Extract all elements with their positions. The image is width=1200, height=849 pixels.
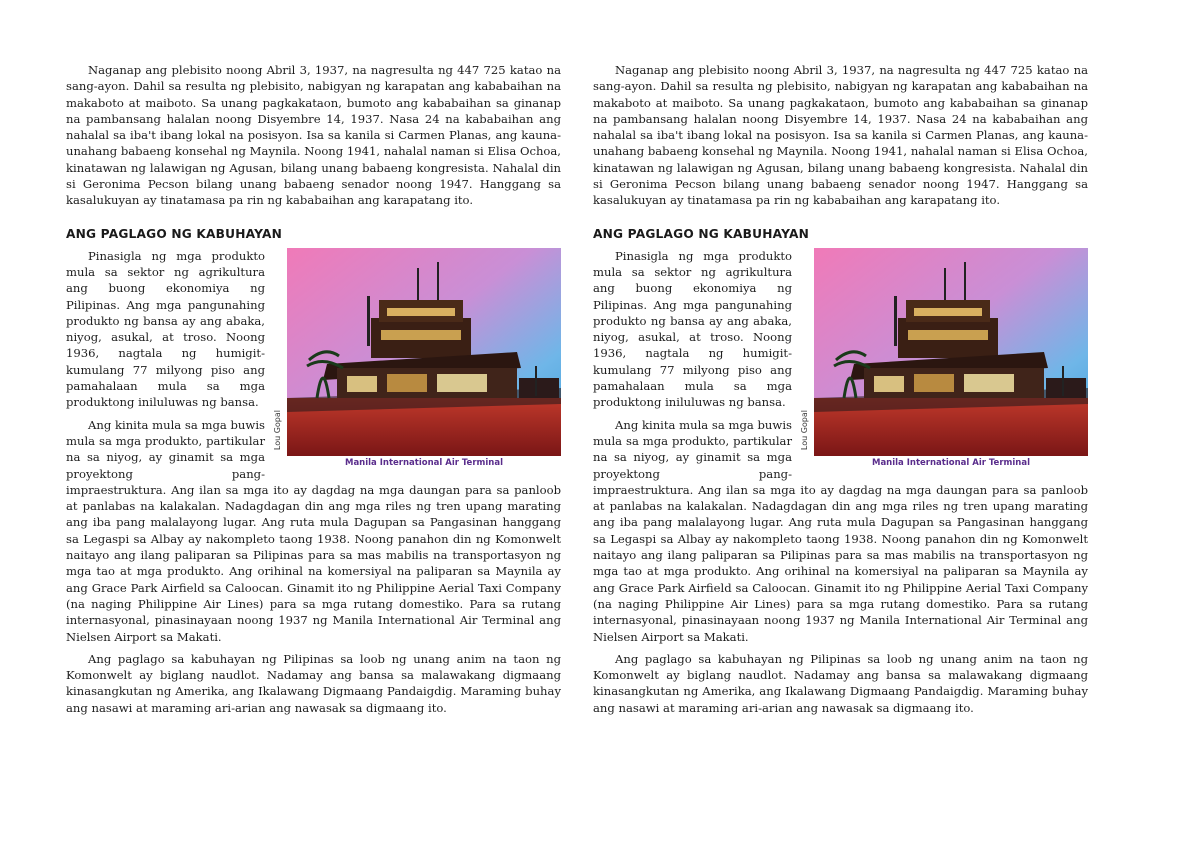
figure-caption: Manila International Air Terminal [344,457,503,468]
photo-credit: Lou Gopal [273,409,282,450]
section-heading: ANG PAGLAGO NG KABUHAYAN [66,226,282,241]
paragraph-3: Ang paglago sa kabuhayan ng Pilipinas sa loob ng unang anim na taon ng Komonwelt ay biglang naudlot. Nadamay ang bansa sa malawakang digmaang kinasangkutan ng Amerika, ang Ikalawang Digmaang Pandaigdig. Maraming buhay ang nasawi at maraming ari-arian ang nawasak sa digmaang ito. [593,651,1088,715]
section-heading: ANG PAGLAGO NG KABUHAYAN [593,226,809,241]
figure-caption: Manila International Air Terminal [871,457,1030,468]
paragraph-1: Pinasigla ng mga produkto mula sa sektor ng agrikultura ang buong ekonomiya ng Pilipinas. Ang mga pangunahing produkto ng bansa ay ang abaka, niyog, asukal, at troso. Noong 1936, nagtala ng humigit-kumulang 77 milyong piso ang pamahalaan mula sa mga produktong iniluluwas ng bansa. [66,248,265,410]
paragraph-2: Ang kinita mula sa mga buwis mula sa mga produkto, partikular na sa niyog, ay ginamit sa mga proyektong pang-impraestruktura. Ang ilan sa mga ito ay dagdag na mga daungan para sa panloob at panlabas na kalakalan. Nadagdagan din ang mga riles ng tren upang marating ang iba pang malalayong lugar. Ang ruta mula Dagupan sa Pangasinan hanggang sa Legaspi sa Albay ay nakompleto taong 1938. Noong panahon din ng Komonwelt naitayo ang ilang paliparan sa Pilipinas para sa mas mabilis na transportasyon ng mga tao at mga produkto. Ang orihinal na komersiyal na paliparan sa Maynila ay ang Grace Park Airfield sa Caloocan. Ginamit ito ng Philippine Aerial Taxi Company (na naging Philippine Air Lines) para sa mga rutang domestiko. Para sa rutang internasyonal, pinasinayaan noong 1937 ng Manila International Air Terminal ang Nielsen Airport sa Makati. [66,417,561,644]
intro-paragraph: Naganap ang plebisito noong Abril 3, 1937, na nagresulta ng 447 725 katao na sang-ayon. Dahil sa resulta ng plebisito, nabigyan ng karapatan ang kababaihan na makaboto at maiboto. Sa unang pagkakataon, bumoto ang kababaihan sa ginanap na pambansang halalan noong Disyembre 14, 1937. Nasa 24 na kababaihan ang nahalal sa iba't ibang lokal na posisyon. Isa sa kanila si Carmen Planas, ang kauna-unahang babaeng konsehal ng Maynila. Noong 1941, nahalal naman si Elisa Ochoa, kinatawan ng lalawigan ng Agusan, bilang unang babaeng kongresista. Nahalal din si Geronima Pecson bilang unang babaeng senador noong 1947. Hanggang sa kasalukuyan ay tinatamasa pa rin ng kababaihan ang karapatang ito. [593,63,1088,208]
page-left [66,62,561,716]
paragraph-2: Ang kinita mula sa mga buwis mula sa mga produkto, partikular na sa niyog, ay ginamit sa mga proyektong pang-impraestruktura. Ang ilan sa mga ito ay dagdag na mga daungan para sa panloob at panlabas na kalakalan. Nadagdagan din ang mga riles ng tren upang marating ang iba pang malalayong lugar. Ang ruta mula Dagupan sa Pangasinan hanggang sa Legaspi sa Albay ay nakompleto taong 1938. Noong panahon din ng Komonwelt naitayo ang ilang paliparan sa Pilipinas para sa mas mabilis na transportasyon ng mga tao at mga produkto. Ang orihinal na komersiyal na paliparan sa Maynila ay ang Grace Park Airfield sa Caloocan. Ginamit ito ng Philippine Aerial Taxi Company (na naging Philippine Air Lines) para sa mga rutang domestiko. Para sa rutang internasyonal, pinasinayaan noong 1937 ng Manila International Air Terminal ang Nielsen Airport sa Makati. [593,417,1088,644]
air-terminal-photo [287,248,561,456]
figure [800,248,1088,468]
paragraph-3: Ang paglago sa kabuhayan ng Pilipinas sa loob ng unang anim na taon ng Komonwelt ay biglang naudlot. Nadamay ang bansa sa malawakang digmaang kinasangkutan ng Amerika, ang Ikalawang Digmaang Pandaigdig. Maraming buhay ang nasawi at maraming ari-arian ang nawasak sa digmaang ito. [66,651,561,715]
page-right [593,62,1088,716]
figure [273,248,561,468]
intro-paragraph: Naganap ang plebisito noong Abril 3, 1937, na nagresulta ng 447 725 katao na sang-ayon. Dahil sa resulta ng plebisito, nabigyan ng karapatan ang kababaihan na makaboto at maiboto. Sa unang pagkakataon, bumoto ang kababaihan sa ginanap na pambansang halalan noong Disyembre 14, 1937. Nasa 24 na kababaihan ang nahalal sa iba't ibang lokal na posisyon. Isa sa kanila si Carmen Planas, ang kauna-unahang babaeng konsehal ng Maynila. Noong 1941, nahalal naman si Elisa Ochoa, kinatawan ng lalawigan ng Agusan, bilang unang babaeng kongresista. Nahalal din si Geronima Pecson bilang unang babaeng senador noong 1947. Hanggang sa kasalukuyan ay tinatamasa pa rin ng kababaihan ang karapatang ito. [66,63,561,208]
paragraph-1: Pinasigla ng mga produkto mula sa sektor ng agrikultura ang buong ekonomiya ng Pilipinas. Ang mga pangunahing produkto ng bansa ay ang abaka, niyog, asukal, at troso. Noong 1936, nagtala ng humigit-kumulang 77 milyong piso ang pamahalaan mula sa mga produktong iniluluwas ng bansa. [593,248,792,410]
photo-credit: Lou Gopal [800,409,809,450]
air-terminal-photo [814,248,1088,456]
